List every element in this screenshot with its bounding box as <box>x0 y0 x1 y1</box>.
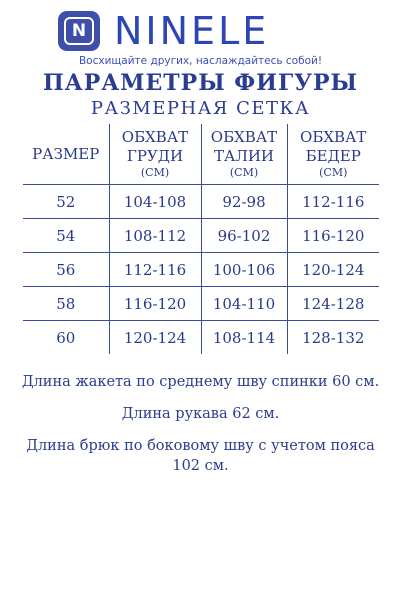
cell-waist: 96-102 <box>201 219 287 253</box>
brand-tagline: Восхищайте других, наслаждайтесь собой! <box>78 55 323 67</box>
cell-hips: 120-124 <box>287 253 379 287</box>
cell-hips: 128-132 <box>287 321 379 355</box>
cell-waist: 92-98 <box>201 185 287 219</box>
table-row <box>23 185 379 219</box>
cell-hips: 124-128 <box>287 287 379 321</box>
table-header-row <box>23 124 379 185</box>
header-hips: ОБХВАТ БЕДЕР (СМ) <box>287 124 379 185</box>
cell-size: 60 <box>56 328 76 347</box>
cell-size: 56 <box>56 260 76 279</box>
measurement-notes <box>20 372 381 488</box>
cell-waist: 108-114 <box>201 321 287 355</box>
cell-chest: 112-116 <box>109 253 201 287</box>
brand-name: NINELE <box>114 9 270 53</box>
cell-size: 52 <box>56 192 76 211</box>
table-row <box>23 253 379 287</box>
note-sleeve-length: Длина рукава 62 см. <box>121 406 280 422</box>
page-title: ПАРАМЕТРЫ ФИГУРЫ <box>43 70 358 96</box>
header-waist: ОБХВАТ ТАЛИИ (СМ) <box>201 124 287 185</box>
header-chest: ОБХВАТ ГРУДИ (СМ) <box>109 124 201 185</box>
header-size: РАЗМЕР <box>32 144 100 163</box>
cell-hips: 116-120 <box>287 219 379 253</box>
note-trousers-length: Длина брюк по боковому шву с учетом пояса 102 см. <box>26 438 375 474</box>
cell-hips: 112-116 <box>287 185 379 219</box>
brand-logo <box>58 11 269 51</box>
cell-chest: 104-108 <box>109 185 201 219</box>
page-subtitle: РАЗМЕРНАЯ СЕТКА <box>90 98 311 119</box>
cell-chest: 116-120 <box>109 287 201 321</box>
cell-size: 58 <box>56 294 76 313</box>
table-row <box>23 287 379 321</box>
cell-chest: 120-124 <box>109 321 201 355</box>
size-table <box>23 124 379 354</box>
brand-logo-letter: N <box>71 20 87 41</box>
cell-waist: 100-106 <box>201 253 287 287</box>
cell-chest: 108-112 <box>109 219 201 253</box>
cell-waist: 104-110 <box>201 287 287 321</box>
cell-size: 54 <box>56 226 76 245</box>
table-row <box>23 321 379 355</box>
note-jacket-length: Длина жакета по среднему шву спинки 60 см. <box>21 374 380 390</box>
table-row <box>23 219 379 253</box>
brand-logo-icon <box>58 11 100 51</box>
